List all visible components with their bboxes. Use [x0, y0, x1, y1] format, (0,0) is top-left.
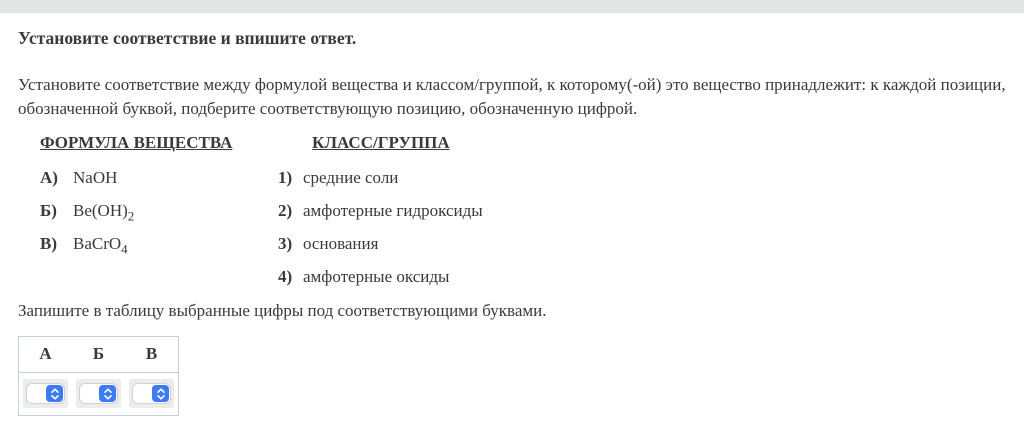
formula-row-label: А)	[40, 168, 58, 187]
class-row-label: 1)	[278, 168, 293, 187]
stepper-arrows-icon	[152, 385, 169, 402]
class-row-label: 2)	[278, 201, 293, 220]
class-row-label: 4)	[278, 267, 293, 286]
formula-row-label: В)	[40, 234, 57, 253]
task-description: Установите соответствие между формулой вещества и классом/группой, к которому(-ой) это вещество принадлежит: к каждой позиции, обозначенной буквой, подберите соответствующую позицию, обозначенную цифрой.	[18, 75, 1006, 118]
answer-table	[18, 336, 179, 416]
stepper-arrows-icon	[46, 385, 63, 402]
top-strip	[0, 0, 1024, 13]
class-row-2	[278, 201, 483, 221]
matching-section	[18, 133, 1006, 287]
formula-text: $Be(OH)_2$	[73, 201, 135, 224]
formula-row-a	[40, 168, 278, 188]
class-text: средние соли	[303, 168, 399, 187]
formula-column	[40, 133, 278, 287]
answer-select-v-pad	[129, 379, 174, 408]
answer-column-header-b: Б	[72, 337, 125, 373]
class-text: основания	[303, 234, 379, 253]
stepper-arrows-icon	[99, 385, 116, 402]
answer-cell-a	[19, 373, 73, 416]
answer-select-a[interactable]	[26, 383, 65, 404]
answer-column-header-v: В	[125, 337, 179, 373]
class-text: амфотерные гидроксиды	[303, 201, 483, 220]
class-column-header: КЛАСС/ГРУППА	[312, 133, 450, 152]
formula-column-header: ФОРМУЛА ВЕЩЕСТВА	[40, 133, 233, 152]
formula-text: NaOH	[73, 168, 118, 187]
answer-cell-b	[72, 373, 125, 416]
answer-header-row	[19, 337, 179, 373]
answer-input-row	[19, 373, 179, 416]
class-row-label: 3)	[278, 234, 293, 253]
answer-instruction: Запишите в таблицу выбранные цифры под соответствующими буквами.	[18, 301, 547, 320]
formula-row-v	[40, 234, 278, 257]
formula-row-b	[40, 201, 278, 224]
answer-select-b-pad	[76, 379, 121, 408]
answer-select-b[interactable]	[79, 383, 118, 404]
answer-cell-v	[125, 373, 179, 416]
class-row-1	[278, 168, 483, 188]
formula-text: BaCrO$_4$	[73, 234, 128, 257]
class-text: амфотерные оксиды	[303, 267, 450, 286]
answer-select-a-pad	[23, 379, 68, 408]
formula-row-label: Б)	[40, 201, 57, 220]
class-row-3	[278, 234, 483, 254]
page-title: Установите соответствие и впишите ответ.	[18, 28, 357, 48]
answer-column-header-a: А	[19, 337, 73, 373]
question-content	[0, 13, 1024, 416]
class-row-4	[278, 267, 483, 287]
class-column	[278, 133, 483, 287]
answer-select-v[interactable]	[132, 383, 171, 404]
